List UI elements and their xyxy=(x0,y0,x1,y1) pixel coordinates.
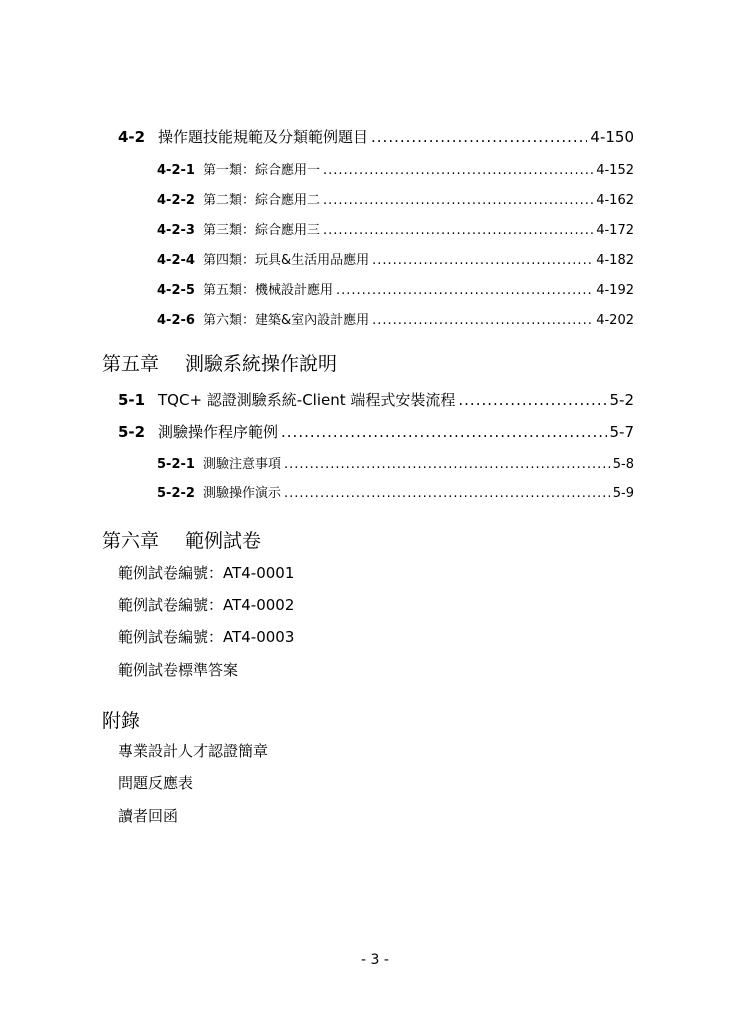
entry-title: TQC+ 認證測驗系統-Client 端程式安裝流程 xyxy=(158,391,456,409)
entry-page: 5-2 xyxy=(609,391,634,409)
entry-title: 第五類：機械設計應用 xyxy=(203,283,334,298)
entry-page: 4-182 xyxy=(596,253,634,268)
dot-leader xyxy=(323,223,593,238)
sample-paper-item: 範例試卷編號：AT4-0001 xyxy=(118,564,295,582)
entry-title: 第三類：綜合應用三 xyxy=(203,223,321,238)
toc-entry-4-2-5 xyxy=(157,279,634,298)
appendix-item: 問題反應表 xyxy=(118,774,194,792)
toc-entry-4-2-2 xyxy=(157,189,634,208)
entry-number: 4-2-1 xyxy=(157,163,195,178)
page-number: - 3 - xyxy=(361,952,389,968)
toc-entry-4-2-6 xyxy=(157,309,634,328)
appendix-item: 專業設計人才認證簡章 xyxy=(118,742,269,760)
dot-leader xyxy=(372,253,593,268)
toc-entry-5-1 xyxy=(118,389,634,410)
sample-paper-item: 範例試卷標準答案 xyxy=(118,661,239,679)
entry-page: 5-8 xyxy=(612,457,634,472)
toc-entry-5-2-2 xyxy=(157,482,634,501)
entry-number: 4-2-3 xyxy=(157,223,195,238)
entry-title: 測驗操作程序範例 xyxy=(158,423,279,441)
entry-number: 4-2-5 xyxy=(157,283,195,298)
entry-number: 5-2-2 xyxy=(157,486,195,501)
toc-entry-4-2-3 xyxy=(157,219,634,238)
entry-page: 5-7 xyxy=(609,423,634,441)
entry-title: 第四類：玩具&生活用品應用 xyxy=(203,253,370,268)
entry-title: 第六類：建築&室內設計應用 xyxy=(203,313,370,328)
entry-page: 4-152 xyxy=(596,163,634,178)
toc-entry-4-2 xyxy=(118,126,634,147)
entry-number: 4-2-6 xyxy=(157,313,195,328)
entry-number: 4-2-4 xyxy=(157,253,195,268)
dot-leader xyxy=(323,163,593,178)
dot-leader xyxy=(371,128,587,146)
chapter-label: 第六章 xyxy=(102,530,160,552)
toc-entry-5-2-1 xyxy=(157,453,634,472)
entry-page: 4-172 xyxy=(596,223,634,238)
dot-leader xyxy=(281,423,606,441)
toc-entry-5-2 xyxy=(118,421,634,442)
entry-title: 第二類：綜合應用二 xyxy=(203,193,321,208)
entry-title: 測驗操作演示 xyxy=(203,486,282,501)
entry-number: 5-2 xyxy=(118,423,146,441)
chapter-label: 附錄 xyxy=(102,710,141,732)
chapter-label: 第五章 xyxy=(102,353,160,375)
chapter-title: 範例試卷 xyxy=(185,530,262,552)
entry-number: 4-2-2 xyxy=(157,193,195,208)
entry-title: 測驗注意事項 xyxy=(203,457,282,472)
entry-title: 第一類：綜合應用一 xyxy=(203,163,321,178)
appendix-item: 讀者回函 xyxy=(118,807,179,825)
dot-leader xyxy=(336,283,593,298)
entry-page: 4-150 xyxy=(590,128,634,146)
entry-page: 4-192 xyxy=(596,283,634,298)
entry-title: 操作題技能規範及分類範例題目 xyxy=(158,128,369,146)
sample-paper-item: 範例試卷編號：AT4-0002 xyxy=(118,596,295,614)
entry-page: 5-9 xyxy=(612,486,634,501)
dot-leader xyxy=(372,313,593,328)
dot-leader xyxy=(458,391,606,409)
toc-entry-4-2-1 xyxy=(157,159,634,178)
dot-leader xyxy=(323,193,593,208)
entry-page: 4-162 xyxy=(596,193,634,208)
chapter-6-heading xyxy=(102,526,261,553)
chapter-title: 測驗系統操作說明 xyxy=(185,353,338,375)
appendix-heading xyxy=(102,706,140,733)
dot-leader xyxy=(284,457,610,472)
chapter-5-heading xyxy=(102,349,337,376)
entry-page: 4-202 xyxy=(596,313,634,328)
dot-leader xyxy=(284,486,610,501)
entry-number: 4-2 xyxy=(118,128,146,146)
entry-number: 5-2-1 xyxy=(157,457,195,472)
sample-paper-item: 範例試卷編號：AT4-0003 xyxy=(118,628,295,646)
toc-entry-4-2-4 xyxy=(157,249,634,268)
entry-number: 5-1 xyxy=(118,391,146,409)
